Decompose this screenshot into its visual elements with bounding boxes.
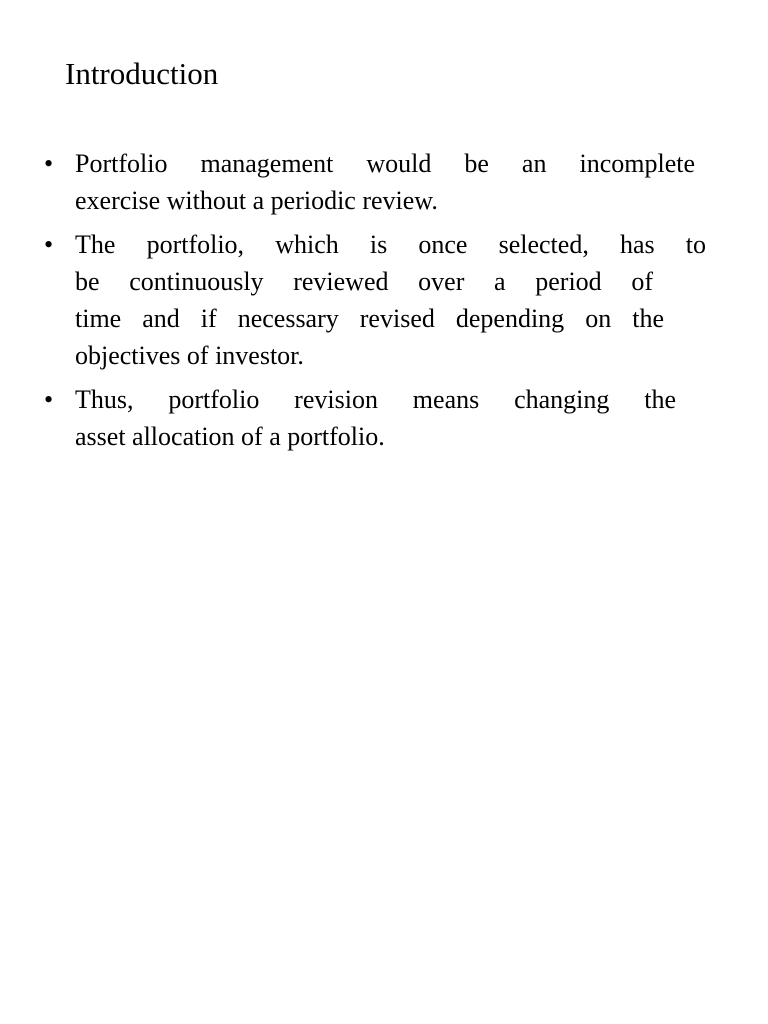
- bullet-dot-icon: •: [44, 230, 54, 259]
- bullet-line: exercise without a periodic review.: [75, 186, 438, 215]
- bullet-line: The portfolio, which is once selected, has to: [75, 230, 706, 259]
- bullet-item: [42, 381, 708, 455]
- bullet-item: [42, 226, 708, 374]
- bullet-line: objectives of investor.: [75, 341, 304, 370]
- bullet-list: [42, 145, 708, 462]
- bullet-line: Portfolio management would be an incomplete: [75, 149, 695, 178]
- bullet-item: [42, 145, 708, 219]
- slide-title: Introduction: [65, 56, 219, 91]
- bullet-line: be continuously reviewed over a period of: [75, 267, 653, 296]
- bullet-dot-icon: •: [44, 149, 54, 178]
- bullet-dot-icon: •: [44, 385, 54, 414]
- bullet-line: Thus, portfolio revision means changing the: [75, 385, 676, 414]
- bullet-line: time and if necessary revised depending on the: [75, 304, 664, 333]
- bullet-line: asset allocation of a portfolio.: [75, 422, 385, 451]
